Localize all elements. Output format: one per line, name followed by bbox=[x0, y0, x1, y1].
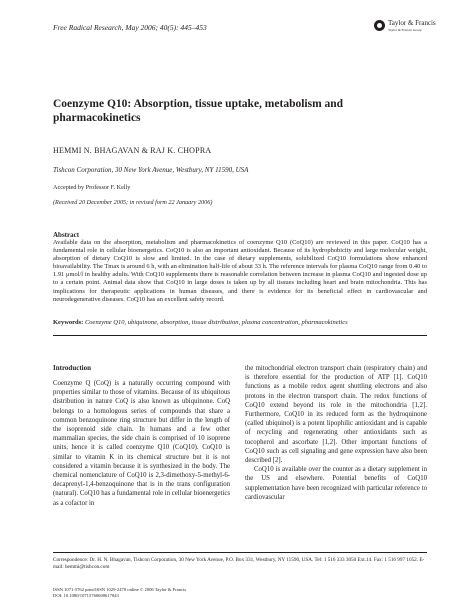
abstract-text: Available data on the absorption, metabolism and pharmacokinetics of coenzyme Q10 (CoQ10) are reviewed in this paper. CoQ10 has a fundamental role in cellular bioenergetics. CoQ10 is also an important antioxidant. Because of its hydrophobicity and large molecular weight, absorption of dietary CoQ10 is slow and limited. In the case of dietary supplements, solubilized CoQ10 formulations show enhanced bioavailability. The Tmax is around 6 h, with an elimination half-life of about 33 h. The reference intervals for plasma CoQ10 range from 0.40 to 1.91 μmol/l in healthy adults. With CoQ10 supplements there is reasonable correlation between increase in plasma CoQ10 and ingested dose up to a certain point. Animal data show that CoQ10 in large doses is taken up by all tissues including heart and brain mitochondria. This has implications for therapeutic applications in human diseases, and there is evidence for its beneficial effect in cardiovascular and neurodegenerative diseases. CoQ10 has an excellent safety record. bbox=[53, 239, 427, 303]
keywords-line bbox=[53, 319, 433, 326]
accepted-by: Accepted by Professor F. Kelly bbox=[53, 184, 131, 191]
issn-line: ISSN 1071-5762 print/ISSN 1029-2470 online © 2006 Taylor & Francis bbox=[53, 587, 187, 592]
body-column-right bbox=[245, 364, 427, 502]
correspondence-note: Correspondence: Dr. H. N. Bhagavan, Tishcon Corporation, 30 New York Avenue, P.O. Box 331, Westbury, NY 11590, USA. Tel: 1 516 333 3050 Ext.14. Fax: 1 516 997 1052. E-mail: hemmi@tishcon.com bbox=[53, 557, 425, 570]
article-title: Coenzyme Q10: Absorption, tissue uptake, metabolism and pharmacokinetics bbox=[53, 98, 344, 124]
intro-paragraph-1-cont: the mitochondrial electron transport chain (respiratory chain) and is therefore essential for the production of ATP [1]. CoQ10 functions as a mobile redox agent shuttling electrons and also protons in the electron transport chain. The redox functions of CoQ10 extend beyond its role in the mitochondria [1,2]. Furthermore, CoQ10 in its reduced form as the hydroquinone (called ubiquinol) is a potent lipophilic antioxidant and is capable of recycling and regenerating other antioxidants such as tocopherol and ascorbate [1,2]. Other important functions of CoQ10 such as cell signaling and gene expression have also been described [2]. bbox=[245, 365, 427, 465]
article-authors: HEMMI N. BHAGAVAN & RAJ K. CHOPRA bbox=[53, 146, 212, 155]
abstract-heading: Abstract bbox=[53, 231, 80, 239]
section-divider bbox=[53, 335, 427, 336]
issn-doi-block bbox=[53, 587, 186, 599]
keywords-label: Keywords: bbox=[53, 319, 84, 326]
keywords-text: Coenzyme Q10, ubiquinone, absorption, tissue distribution, plasma concentration, pharmacokinetics bbox=[84, 319, 348, 326]
received-dates: (Received 20 December 2005; in revised form 22 January 2006) bbox=[53, 199, 213, 206]
footnote-divider bbox=[53, 552, 427, 553]
intro-paragraph-2: CoQ10 is available over the counter as a dietary supplement in the US and elsewhere. Potential benefits of CoQ10 supplementation have been recognized with particular reference to cardiovascular bbox=[245, 466, 427, 501]
author-affiliation: Tishcon Corporation, 30 New York Avenue, Westbury, NY 11590, USA bbox=[53, 166, 249, 174]
doi-line: DOI: 10.1080/10715760600617843 bbox=[53, 593, 119, 598]
publisher-logo-icon bbox=[374, 20, 385, 31]
intro-paragraph-1: Coenzyme Q (CoQ) is a naturally occurring compound with properties similar to those of vitamins. Because of its ubiquitous distribution in nature CoQ is also known as ubiquinone. CoQ belongs to a homologous series of compounds that share a common benzoquinone ring structure but differ in the length of the isoprenoid side chain. In humans and a few other mammalian species, the side chain is comprised of 10 isoprene units, hence it is called coenzyme Q10 (CoQ10). CoQ10 is similar to vitamin K in its chemical structure but it is not considered a vitamin because it is synthesized in the body. The chemical nomenclature of CoQ10 is 2,3-dimethoxy-5-methyl-6-decaprenyl-1,4-benzoquinone that is in the trans configuration (natural). CoQ10 has a fundamental role in cellular bioenergetics as a cofactor in bbox=[53, 380, 230, 507]
journal-citation: Free Radical Research, May 2006; 40(5): 445–453 bbox=[53, 23, 207, 32]
body-column-left bbox=[53, 379, 230, 508]
publisher-subtitle: Taylor & Francis Group bbox=[388, 28, 422, 32]
introduction-heading: Introduction bbox=[53, 364, 91, 372]
publisher-name: Taylor & Francis bbox=[388, 19, 436, 27]
